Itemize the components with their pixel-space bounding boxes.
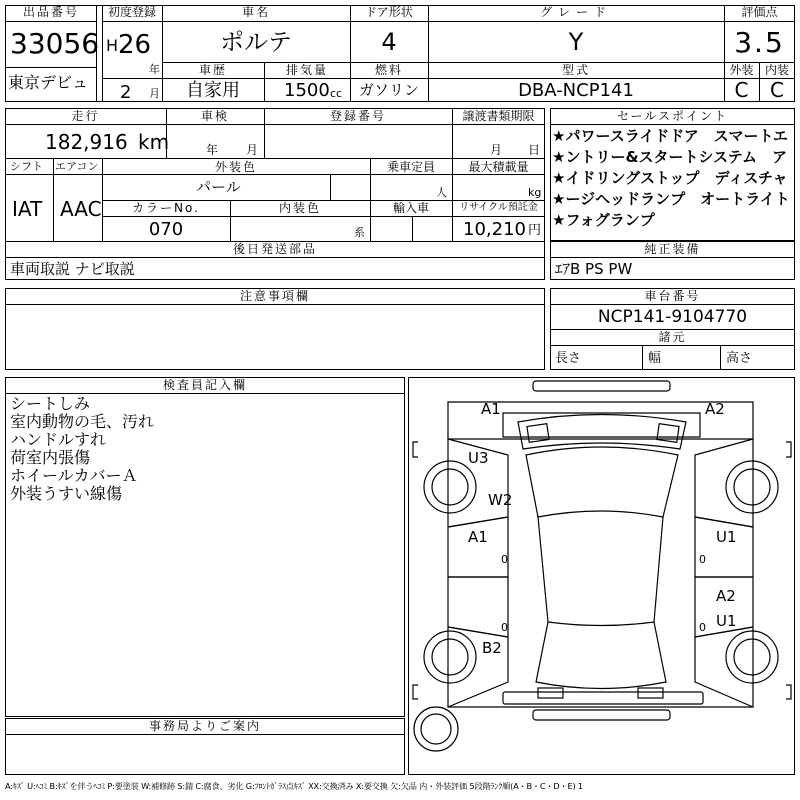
sales-point-line: ★フォグランプ — [552, 211, 655, 229]
int-color-label: 内装色 — [278, 201, 321, 215]
interior-label: 内装 — [764, 63, 789, 77]
grade: Y — [568, 28, 584, 56]
remark-line: 外装うすい線傷 — [10, 484, 123, 503]
reg-month: 2 — [120, 82, 132, 103]
remark-line: ハンドルすれ — [10, 430, 107, 449]
grade-label: グレード — [539, 5, 612, 19]
chassis-label: 車台番号 — [644, 289, 701, 303]
mark-front-left: A1 — [481, 400, 501, 418]
mark-left-fender: U3 — [468, 449, 489, 467]
inspector-remarks — [10, 396, 154, 504]
zero-mark: 0 — [699, 621, 706, 634]
venue: 東京デビュ — [8, 73, 89, 92]
inspection-year-unit: 年 — [206, 143, 219, 157]
car-damage-diagram — [408, 377, 795, 775]
sales-points-label: セールスポイント — [617, 109, 728, 123]
mileage: 182,916 — [45, 130, 128, 154]
later-parts-label: 後日発送部品 — [232, 242, 317, 256]
legend: A:ｷｽﾞ U:ﾍｺﾐ B:ｷｽﾞを伴うﾍｺﾐ P:要塗装 W:補修跡 S:錆 C:腐食、劣化 G:ﾌﾛﾝﾄｶﾞﾗｽ点ｷｽﾞ XX:交換済み X:要交換 欠:欠品 内・外装評価 5段階ﾗﾝｸ順(A・B・C・D・E) 1 — [5, 781, 583, 791]
chassis-number: NCP141-9104770 — [597, 307, 748, 327]
recycle-unit: 円 — [528, 223, 542, 238]
int-color-unit: 系 — [354, 226, 365, 239]
transfer-day-unit: 日 — [528, 143, 541, 157]
mileage-label: 走行 — [71, 109, 100, 123]
displacement-unit: cc — [330, 87, 343, 100]
exterior-grade: C — [734, 78, 749, 102]
remark-line: シートしみ — [10, 394, 91, 413]
score: 3.5 — [734, 26, 785, 59]
remark-line: 荷室内張傷 — [10, 448, 91, 467]
sales-points-list — [552, 129, 794, 234]
equipment-label: 純正装備 — [644, 242, 701, 256]
mark-left-rear: B2 — [482, 639, 502, 657]
remark-line: ホイールカバーＡ — [10, 466, 138, 485]
width-label: 幅 — [648, 351, 662, 366]
zero-mark: 0 — [501, 553, 508, 566]
mark-right-rear-door-a: A2 — [716, 587, 736, 605]
ac: AAC — [60, 197, 102, 221]
recycle: 10,210 — [463, 219, 526, 240]
zero-mark: 0 — [699, 553, 706, 566]
lot-number: 33056 — [10, 27, 100, 60]
shift: IAT — [12, 197, 43, 221]
recycle-label: リサイクル預託金 — [459, 202, 538, 213]
car-name-label: 車名 — [241, 5, 270, 19]
mark-right-front-door: U1 — [716, 528, 737, 546]
capacity-label: 乗車定員 — [386, 160, 435, 174]
mark-left-wheel: W2 — [488, 491, 513, 509]
model: DBA-NCP141 — [518, 80, 634, 101]
mark-right-rear-door-u: U1 — [716, 612, 737, 630]
color-no-label: カラーNo. — [132, 201, 200, 215]
ext-color-label: 外装色 — [214, 160, 257, 174]
zero-mark: 0 — [501, 621, 508, 634]
car-name: ポルテ — [220, 28, 292, 56]
capacity-unit: 人 — [436, 186, 447, 199]
length-label: 長さ — [555, 351, 582, 366]
ext-color: パール — [196, 178, 241, 196]
first-reg-label: 初度登録 — [107, 5, 156, 19]
height-label: 高さ — [726, 351, 753, 366]
displacement: 1500 — [284, 80, 330, 101]
door-label: ドア形状 — [365, 5, 413, 19]
office-label: 事務局よりご案内 — [148, 719, 261, 733]
era: H — [106, 36, 119, 55]
transfer-label: 譲渡書類期限 — [462, 109, 535, 123]
later-parts-text: 車両取説 ナビ取説 — [10, 260, 135, 278]
import-label: 輸入車 — [392, 201, 429, 215]
notes-label: 注意事項欄 — [239, 289, 310, 303]
reg-year: 26 — [118, 30, 152, 60]
max-load-unit: kg — [528, 186, 542, 199]
fuel: ガソリン — [358, 81, 419, 99]
reg-number-label: 登録番号 — [329, 109, 386, 123]
fuel-label: 燃料 — [374, 63, 403, 77]
ac-label: エアコン — [55, 160, 99, 173]
year-unit: 年 — [149, 63, 160, 76]
inspection-label: 車検 — [200, 109, 229, 123]
mark-front-right: A2 — [705, 400, 725, 418]
exterior-label: 外装 — [729, 63, 754, 77]
mileage-unit: km — [138, 130, 170, 154]
spec-label: 諸元 — [658, 330, 687, 344]
sales-point-line: ★パワースライドドア スマートエ — [552, 129, 788, 145]
transfer-month-unit: 月 — [490, 143, 503, 157]
model-label: 型式 — [561, 63, 590, 77]
inspector-label: 検査員記入欄 — [162, 378, 247, 392]
doors: 4 — [381, 28, 397, 56]
color-no: 070 — [148, 219, 184, 240]
interior-grade: C — [770, 78, 784, 102]
history-label: 車歴 — [198, 63, 227, 77]
sales-point-line: ★イドリングストップ ディスチャ — [552, 169, 788, 187]
displacement-label: 排気量 — [285, 63, 328, 77]
history: 自家用 — [186, 80, 240, 101]
equipment-text: ｴｱB PS PW — [555, 260, 633, 278]
sales-point-line: ★ントリー&スタートシステム ア — [552, 148, 788, 166]
lot-label: 出品番号 — [22, 5, 79, 19]
score-label: 評価点 — [741, 5, 778, 19]
shift-label: シフト — [10, 160, 43, 173]
sales-point-line: ★ージヘッドランプ オートライト — [552, 190, 790, 208]
month-unit: 月 — [149, 87, 160, 100]
max-load-label: 最大積載量 — [468, 160, 529, 174]
remark-line: 室内動物の毛、汚れ — [10, 412, 155, 431]
mark-left-front-door: A1 — [468, 528, 488, 546]
inspection-month-unit: 月 — [246, 143, 259, 157]
